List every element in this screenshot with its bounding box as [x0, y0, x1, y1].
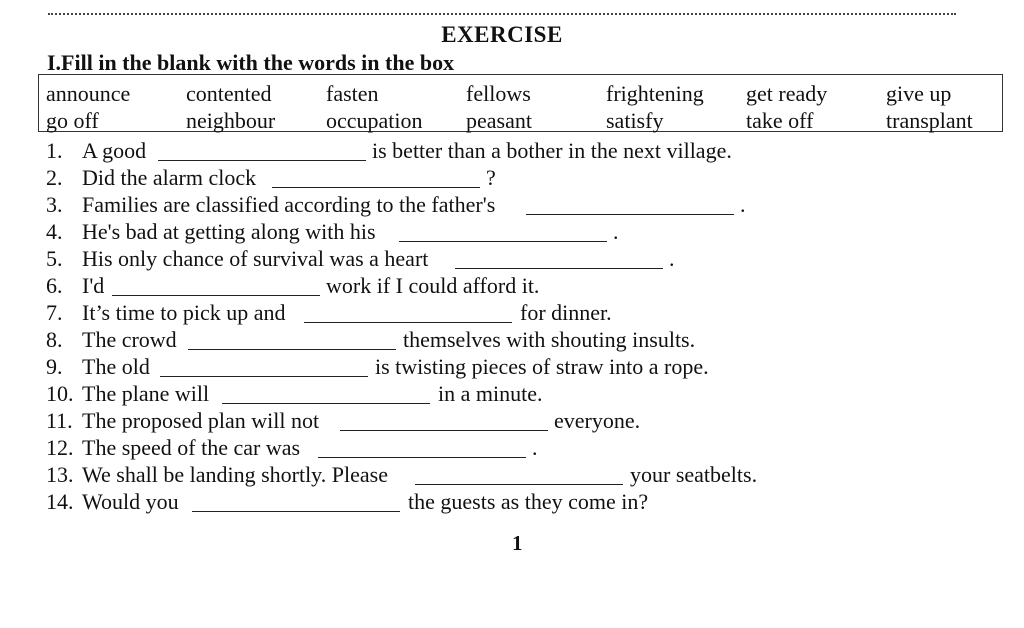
answer-blank-11[interactable]	[340, 430, 548, 431]
question-text: Did the alarm clock	[82, 165, 257, 190]
answer-blank-1[interactable]	[158, 160, 366, 161]
dotted-divider	[48, 13, 956, 15]
question-text: The crowd	[82, 327, 177, 352]
question-text-after: everyone.	[554, 408, 641, 433]
question-number: 5.	[46, 246, 63, 271]
question-text: Would you	[82, 489, 179, 514]
answer-blank-4[interactable]	[399, 241, 607, 242]
word-box-item: satisfy	[606, 108, 664, 133]
question-number: 6.	[46, 273, 63, 298]
question-number: 8.	[46, 327, 63, 352]
question-text-after: is better than a bother in the next village.	[372, 138, 732, 163]
page-title: EXERCISE	[441, 22, 563, 47]
word-box-item: fasten	[326, 81, 379, 106]
answer-blank-12[interactable]	[318, 457, 526, 458]
question-text-after: themselves with shouting insults.	[403, 327, 696, 352]
question-number: 11.	[46, 408, 73, 433]
question-text: The plane will	[82, 381, 210, 406]
question-3	[46, 194, 495, 216]
page-number: 1	[512, 531, 523, 555]
question-text: It’s time to pick up and	[82, 300, 286, 325]
question-1	[46, 140, 146, 162]
question-2	[46, 167, 256, 189]
word-box-item: transplant	[886, 108, 973, 133]
question-number: 12.	[46, 435, 74, 460]
question-text-after: .	[740, 192, 746, 217]
question-6	[46, 275, 104, 297]
question-text-after: for dinner.	[520, 300, 612, 325]
word-box-item: go off	[46, 108, 99, 133]
question-text-after: ?	[486, 165, 496, 190]
answer-blank-9[interactable]	[160, 376, 368, 377]
question-text-after: work if I could afford it.	[326, 273, 540, 298]
question-number: 9.	[46, 354, 63, 379]
question-number: 4.	[46, 219, 63, 244]
question-number: 10.	[46, 381, 74, 406]
word-box-item: occupation	[326, 108, 423, 133]
question-text-after: .	[613, 219, 619, 244]
word-box-item: frightening	[606, 81, 704, 106]
answer-blank-10[interactable]	[222, 403, 430, 404]
instruction-heading: I.Fill in the blank with the words in the box	[47, 50, 455, 75]
question-13	[46, 464, 388, 486]
answer-blank-3[interactable]	[526, 214, 734, 215]
question-number: 14.	[46, 489, 74, 514]
answer-blank-14[interactable]	[192, 511, 400, 512]
answer-blank-2[interactable]	[272, 187, 480, 188]
question-text-after: the guests as they come in?	[408, 489, 649, 514]
question-11	[46, 410, 319, 432]
question-4	[46, 221, 376, 243]
answer-blank-5[interactable]	[455, 268, 663, 269]
question-text: He's bad at getting along with his	[82, 219, 376, 244]
word-box-item: give up	[886, 81, 952, 106]
question-text: I'd	[82, 273, 105, 298]
answer-blank-8[interactable]	[188, 349, 396, 350]
question-number: 1.	[46, 138, 63, 163]
word-box-item: fellows	[466, 81, 531, 106]
question-10	[46, 383, 209, 405]
question-number: 2.	[46, 165, 63, 190]
question-number: 3.	[46, 192, 63, 217]
question-text: The old	[82, 354, 150, 379]
question-number: 13.	[46, 462, 74, 487]
question-text: A good	[82, 138, 147, 163]
word-box-item: neighbour	[186, 108, 276, 133]
word-box-item: peasant	[466, 108, 532, 133]
answer-blank-6[interactable]	[112, 295, 320, 296]
question-text: His only chance of survival was a heart	[82, 246, 429, 271]
question-text: The proposed plan will not	[82, 408, 320, 433]
question-text-after: .	[669, 246, 675, 271]
question-number: 7.	[46, 300, 63, 325]
question-text-after: in a minute.	[438, 381, 543, 406]
question-5	[46, 248, 428, 270]
question-text: We shall be landing shortly. Please	[82, 462, 388, 487]
word-box-item: take off	[746, 108, 814, 133]
word-box-item: get ready	[746, 81, 828, 106]
answer-blank-13[interactable]	[415, 484, 623, 485]
word-box-item: announce	[46, 81, 131, 106]
question-7	[46, 302, 285, 324]
question-9	[46, 356, 150, 378]
question-text: Families are classified according to the father's	[82, 192, 496, 217]
question-12	[46, 437, 300, 459]
question-text-after: is twisting pieces of straw into a rope.	[375, 354, 709, 379]
question-8	[46, 329, 177, 351]
question-text-after: .	[532, 435, 538, 460]
word-box-item: contented	[186, 81, 272, 106]
question-text-after: your seatbelts.	[630, 462, 758, 487]
question-14	[46, 491, 179, 513]
question-text: The speed of the car was	[82, 435, 301, 460]
answer-blank-7[interactable]	[304, 322, 512, 323]
